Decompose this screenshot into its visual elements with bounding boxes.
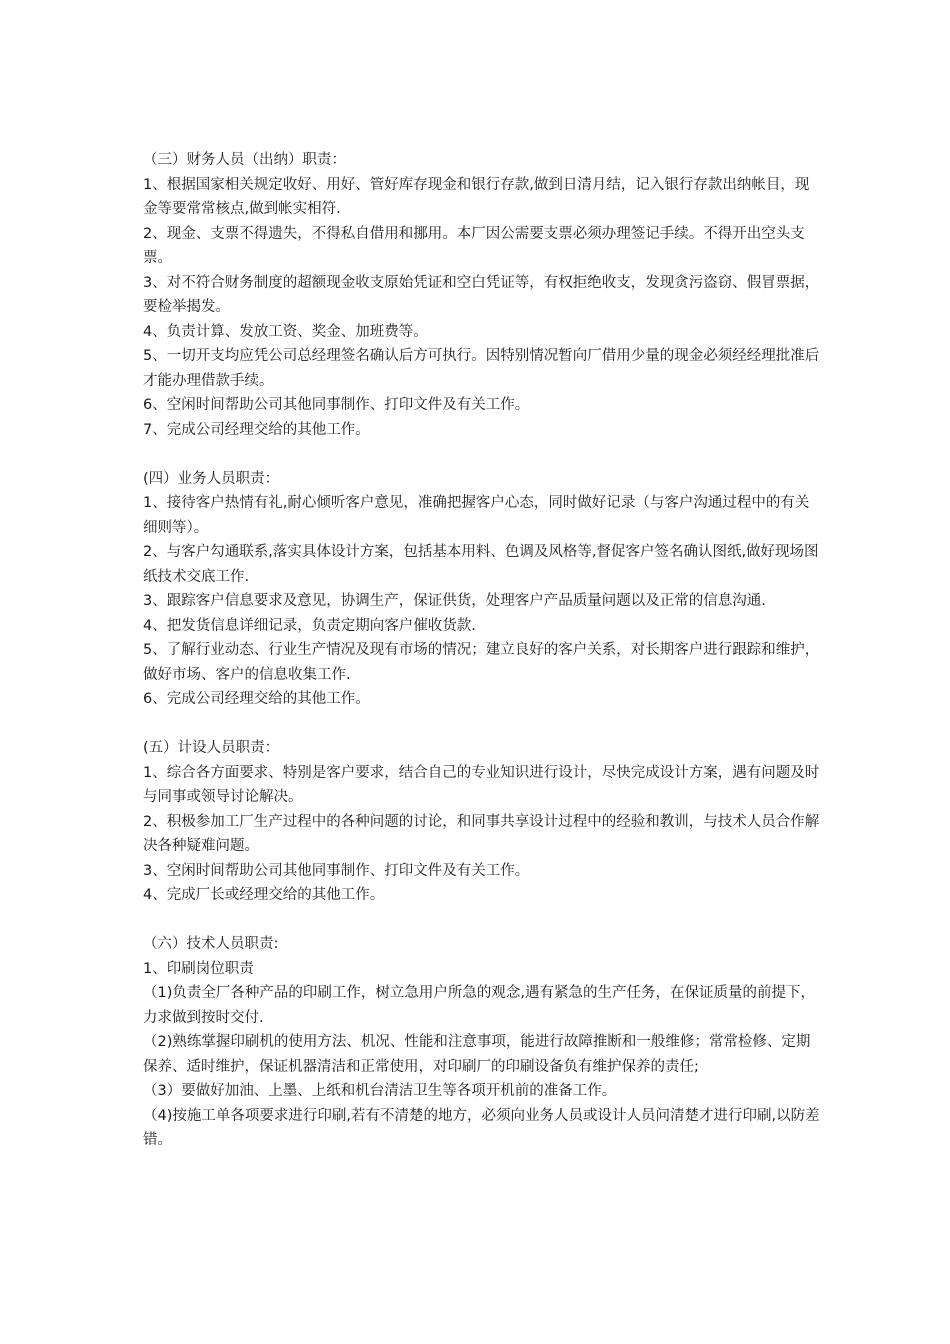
list-item: 2、现金、支票不得遗失，不得私自借用和挪用。本厂因公需要支票必须办理签记手续。不得开出空头支票。 bbox=[143, 225, 805, 266]
list-item: 1、接待客户热情有礼,耐心倾听客户意见，准确把握客户心态，同时做好记录（与客户沟通过程中的有关细则等）。 bbox=[143, 495, 810, 536]
list-item: 3、空闲时间帮助公司其他同事制作、打印文件及有关工作。 bbox=[143, 862, 530, 879]
list-item: 7、完成公司经理交给的其他工作。 bbox=[143, 421, 370, 438]
section-sales-duties bbox=[143, 467, 823, 712]
list-item: 3、跟踪客户信息要求及意见，协调生产，保证供货，处理客户产品质量问题以及正常的信息沟通. bbox=[143, 593, 766, 609]
list-item: 6、完成公司经理交给的其他工作。 bbox=[143, 691, 370, 707]
section-heading: (五）计设人员职责： bbox=[143, 740, 280, 756]
list-item: 1、印刷岗位职责 bbox=[143, 960, 254, 977]
list-item: 4、把发货信息详细记录，负责定期向客户催收货款. bbox=[143, 617, 476, 634]
list-item: （1)负责全厂各种产品的印刷工作，树立急用户所急的观念,遇有紧急的生产任务，在保证质量的前提下，力求做到按时交付. bbox=[143, 985, 815, 1026]
list-item: （2)熟练掌握印刷机的使用方法、机况、性能和注意事项，能进行故障推断和一般维修；常常检修、定期保养、适时维护，保证机器清洁和正常使用，对印刷厂的印刷设备负有维护保养的责任; bbox=[143, 1034, 811, 1075]
list-item: 2、积极参加工厂生产过程中的各种问题的讨论，和同事共享设计过程中的经验和教训，与技术人员合作解决各种疑难问题。 bbox=[143, 813, 820, 854]
section-design-duties bbox=[143, 736, 823, 908]
list-item: 4、完成厂长或经理交给的其他工作。 bbox=[143, 887, 385, 903]
list-item: 1、根据国家相关规定收好、用好、管好库存现金和银行存款,做到日清月结，记入银行存款出纳帐目，现金等要常常核点,做到帐实相符. bbox=[143, 176, 810, 217]
list-item: 5、了解行业动态、行业生产情况及现有市场的情况；建立良好的客户关系，对长期客户进行跟踪和维护，做好市场、客户的信息收集工作. bbox=[143, 642, 820, 683]
list-item: 1、综合各方面要求、特别是客户要求，结合自己的专业知识进行设计，尽快完成设计方案，遇有问题及时与同事或领导讨论解决。 bbox=[143, 764, 820, 805]
list-item: 2、与客户勾通联系,落实具体设计方案，包括基本用料、色调及风格等,督促客户签名确认图纸,做好现场图纸技术交底工作. bbox=[143, 544, 819, 585]
document-body bbox=[143, 148, 823, 1153]
list-item: 4、负责计算、发放工资、奖金、加班费等。 bbox=[143, 323, 428, 340]
list-item: 3、对不符合财务制度的超额现金收支原始凭证和空白凭证等，有权拒绝收支，发现贪污盗窃、假冒票据，要检举揭发。 bbox=[143, 274, 820, 315]
list-item: （3）要做好加油、上墨、上纸和机台清洁卫生等各项开机前的准备工作。 bbox=[143, 1083, 617, 1099]
section-heading: （三）财务人员（出纳）职责： bbox=[143, 152, 346, 168]
list-item: 5、一切开支均应凭公司总经理签名确认后方可执行。因特别情况暂向厂借用少量的现金必须经经理批准后才能办理借款手续。 bbox=[143, 348, 820, 389]
section-heading: （六）技术人员职责: bbox=[143, 936, 279, 952]
section-technical-duties bbox=[143, 932, 823, 1153]
list-item: （4)按施工单各项要求进行印刷,若有不清楚的地方，必须向业务人员或设计人员问清楚才进行印刷,以防差错。 bbox=[143, 1107, 820, 1148]
section-heading: (四）业务人员职责： bbox=[143, 470, 280, 487]
list-item: 6、空闲时间帮助公司其他同事制作、打印文件及有关工作。 bbox=[143, 397, 530, 413]
section-cashier-duties bbox=[143, 148, 823, 442]
